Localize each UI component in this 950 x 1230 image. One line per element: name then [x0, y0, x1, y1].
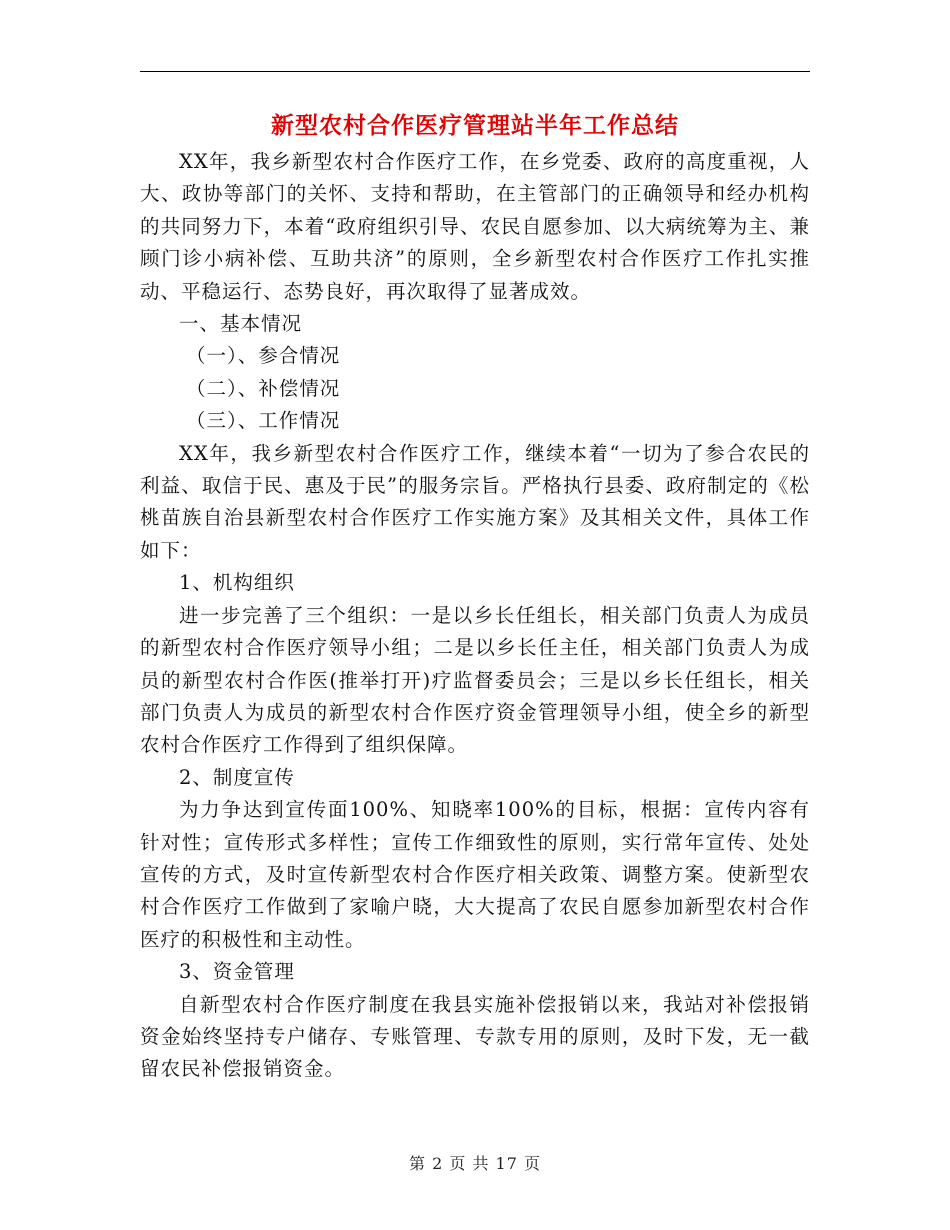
paragraph: 自新型农村合作医疗制度在我县实施补偿报销以来，我站对补偿报销资金始终坚持专户储存、专账管理、专款专用的原则，及时下发，无一截留农民补偿报销资金。	[140, 992, 810, 1081]
paragraph: 进一步完善了三个组织：一是以乡长任组长，相关部门负责人为成员的新型农村合作医疗领导小组；二是以乡长任主任，相关部门负责人为成员的新型农村合作医(推举打开)疗监督委员会；三是以乡长任组长，相关部门负责人为成员的新型农村合作医疗资金管理领导小组，使全乡的新型农村合作医疗工作得到了组织保障。	[140, 603, 810, 757]
document-body	[140, 146, 810, 1086]
section-heading: 2、制度宣传	[179, 765, 295, 789]
document-title: 新型农村合作医疗管理站半年工作总结	[271, 113, 679, 139]
subsection-heading: （二）、补偿情况	[186, 376, 341, 400]
paragraph: XX年，我乡新型农村合作医疗工作，继续本着“一切为了参合农民的利益、取信于民、惠及于民”的服务宗旨。严格执行县委、政府制定的《松桃苗族自治县新型农村合作医疗工作实施方案》及其相关文件，具体工作如下：	[140, 441, 810, 562]
paragraph: XX年，我乡新型农村合作医疗工作，在乡党委、政府的高度重视，人大、政协等部门的关怀、支持和帮助，在主管部门的正确领导和经办机构的共同努力下，本着“政府组织引导、农民自愿参加、以大病统筹为主、兼顾门诊小病补偿、互助共济”的原则，全乡新型农村合作医疗工作扎实推动、平稳运行、态势良好，再次取得了显著成效。	[140, 150, 810, 303]
section-heading: 一、基本情况	[179, 312, 303, 336]
subsection-heading: （一）、参合情况	[186, 344, 341, 368]
header-rule	[140, 71, 810, 72]
section-heading: 1、机构组织	[179, 571, 295, 595]
subsection-heading: （三）、工作情况	[186, 409, 341, 433]
paragraph: 为力争达到宣传面100%、知晓率100%的目标，根据：宣传内容有针对性；宣传形式多样性；宣传工作细致性的原则，实行常年宣传、处处宣传的方式，及时宣传新型农村合作医疗相关政策、调整方案。使新型农村合作医疗工作做到了家喻户晓，大大提高了农民自愿参加新型农村合作医疗的积极性和主动性。	[140, 798, 810, 951]
page-number-footer: 第 2 页 共 17 页	[409, 1154, 541, 1173]
section-heading: 3、资金管理	[179, 960, 295, 984]
